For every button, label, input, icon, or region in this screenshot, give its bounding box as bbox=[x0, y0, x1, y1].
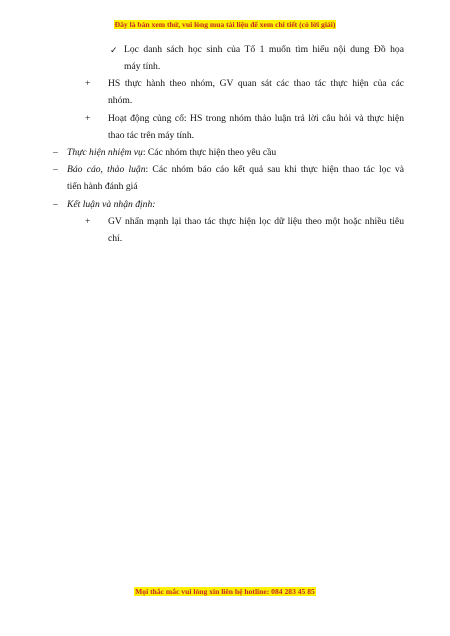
step-report-discuss bbox=[67, 164, 404, 176]
plus-item-1-line-2: nhóm. bbox=[108, 95, 133, 106]
dash-bullet: – bbox=[53, 147, 58, 158]
preview-notice-banner bbox=[0, 20, 450, 29]
step-conclusion bbox=[67, 199, 155, 211]
plus-bullet: + bbox=[85, 216, 91, 227]
plus-item-2-line-2: thao tác trên máy tính. bbox=[108, 130, 195, 141]
hotline-banner bbox=[0, 587, 450, 596]
dash-bullet: – bbox=[53, 199, 58, 210]
plus-item-3-line-2: chí. bbox=[108, 233, 123, 244]
step-report-discuss-line-2: tiến hành đánh giá bbox=[67, 181, 138, 192]
plus-bullet: + bbox=[85, 113, 91, 124]
step-text: : Các nhóm thực hiện theo yêu cầu bbox=[142, 147, 277, 158]
dash-bullet: – bbox=[53, 164, 58, 175]
step-text: : Các nhóm báo cáo kết quả sau khi thực hiện thao tác lọc và bbox=[145, 164, 404, 175]
check-icon: ✓ bbox=[110, 45, 118, 55]
check-item-line-2: máy tính. bbox=[124, 61, 161, 72]
plus-item-3-line-1: GV nhấn mạnh lại thao tác thực hiện lọc dữ liệu theo một hoặc nhiều tiêu bbox=[108, 216, 404, 227]
preview-notice-text: Đây là bản xem thử, vui lòng mua tài liệu để xem chi tiết (có lời giải) bbox=[114, 20, 336, 29]
plus-item-2-line-1: Hoạt động củng cố: HS trong nhóm thảo luận trả lời câu hỏi và thực hiện bbox=[108, 113, 404, 124]
check-item-line-1: Lọc danh sách học sinh của Tổ 1 muốn tìm hiểu nội dung Đồ họa bbox=[124, 44, 404, 55]
plus-bullet: + bbox=[85, 78, 91, 89]
step-label: Thực hiện nhiệm vụ bbox=[67, 147, 143, 158]
hotline-text: Mọi thắc mắc vui lòng xin liên hệ hotline: 084 283 45 85 bbox=[135, 587, 315, 596]
step-label: Kết luận và nhận định: bbox=[67, 199, 156, 210]
step-execute-task bbox=[67, 147, 276, 159]
plus-item-1-line-1: HS thực hành theo nhóm, GV quan sát các thao tác thực hiện của các bbox=[108, 78, 404, 89]
step-label: Báo cáo, thảo luận bbox=[67, 164, 146, 175]
